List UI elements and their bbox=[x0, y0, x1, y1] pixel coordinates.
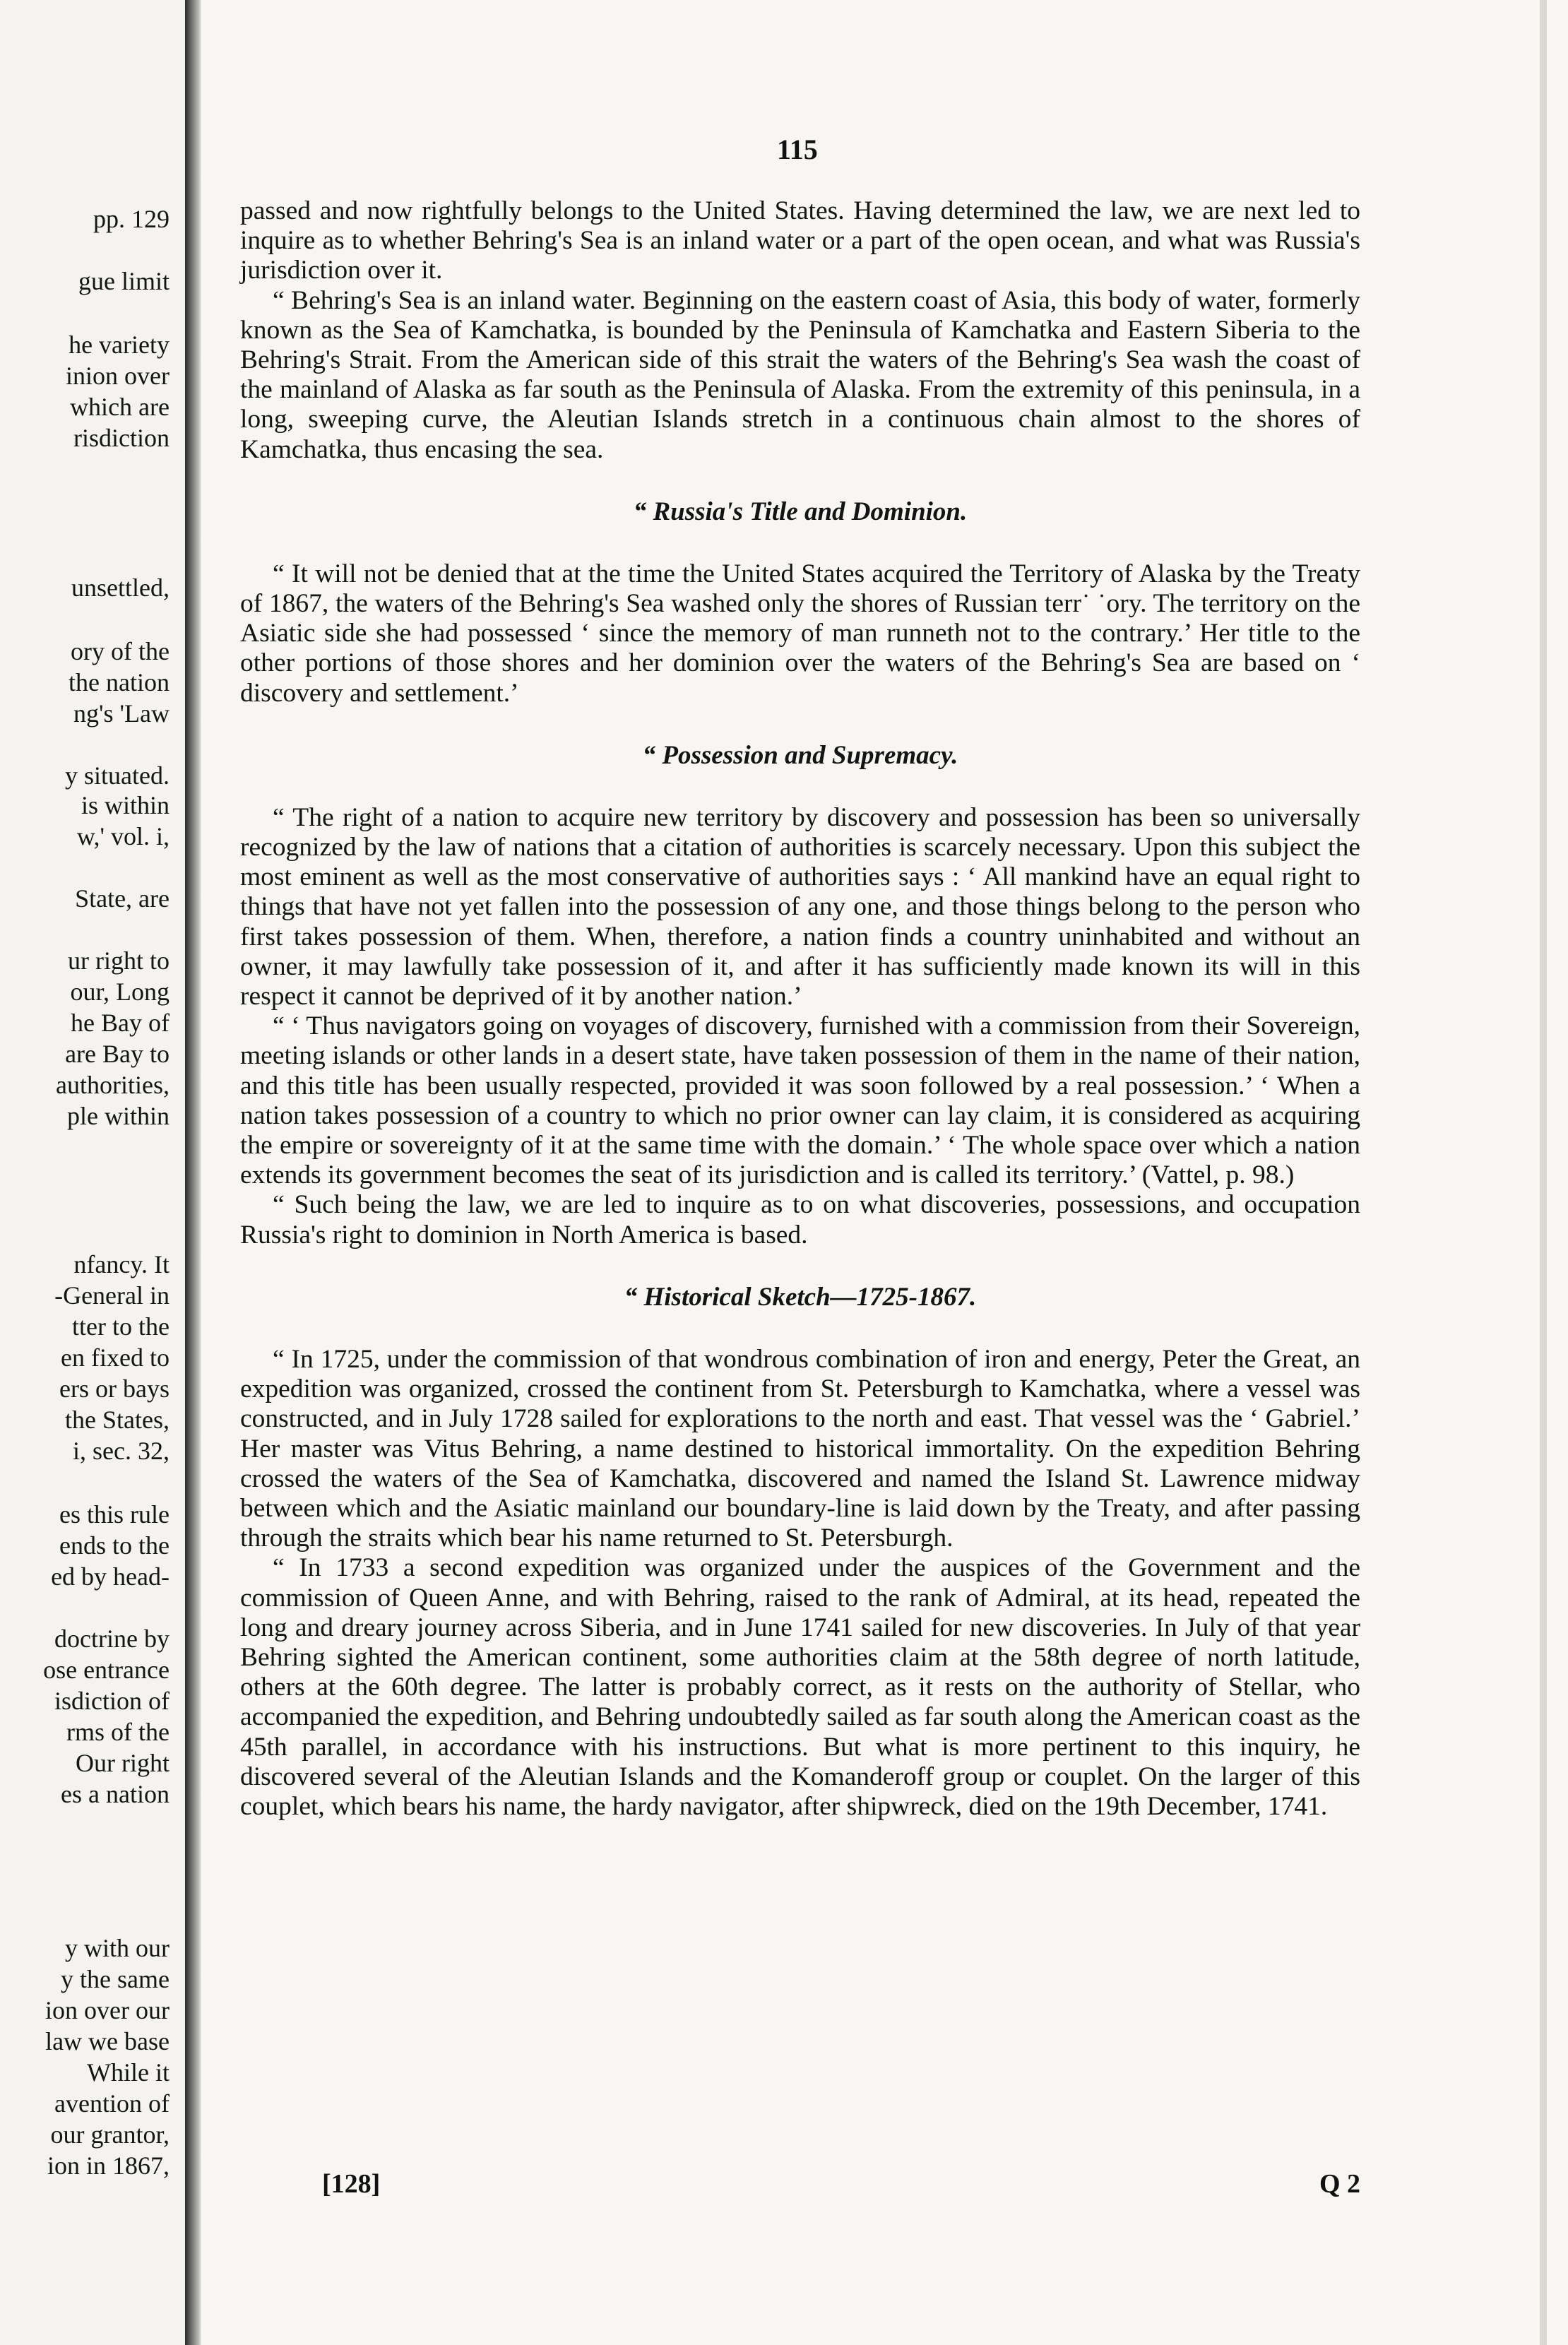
left-page-line: es a nation bbox=[61, 1780, 170, 1808]
left-page-line: ers or bays bbox=[59, 1375, 170, 1403]
left-page-line: ends to the bbox=[59, 1531, 170, 1560]
left-page-line: our, Long bbox=[70, 978, 170, 1006]
left-page-line: Our right bbox=[76, 1749, 170, 1777]
paragraph: “ Behring's Sea is an inland water. Beginning on the eastern coast of Asia, this body of water, formerly known as the Sea of Kamchatka, is bounded by the Peninsula of Kamchatka and Eastern Siberia to the Behring's Strait. From the American side of this strait the waters of the Behring's Sea wash the coast of the mainland of Alaska as far south as the Peninsula of Alaska. From the extremity of this peninsula, in a long, sweeping curve, the Aleutian Islands stretch in a continuous chain almost to the shores of Kamchatka, thus encasing the sea. bbox=[240, 285, 1360, 464]
left-page-line: doctrine by bbox=[54, 1625, 170, 1653]
left-page-line: ory of the bbox=[71, 637, 170, 665]
section-heading: “ Historical Sketch—1725-1867. bbox=[624, 1282, 977, 1312]
body-text bbox=[240, 196, 1360, 1822]
left-page-line: y with our bbox=[65, 1934, 170, 1962]
spacer bbox=[240, 708, 1360, 741]
left-page-line: While it bbox=[87, 2058, 170, 2086]
left-page-line: is within bbox=[81, 791, 170, 819]
left-page-line: the States, bbox=[65, 1406, 170, 1434]
paragraph: “ The right of a nation to acquire new territory by discovery and possession has been so universally recognized by the law of nations that a citation of authorities is scarcely necessary. Upon this subject the most eminent as well as the most conservative of authorities says : ‘ All mankind have an equal right to things that have not yet fallen into the possession of any one, and those things belong to the person who first takes possession of them. When, therefore, a nation finds a country uninhabited and without an owner, it may lawfully take possession of it, and after it has sufficiently made known its will in this respect it cannot be deprived of it by another nation.’ bbox=[240, 802, 1360, 1011]
left-page-line: ng's 'Law bbox=[73, 699, 170, 728]
left-page-line: inion over bbox=[66, 362, 170, 390]
left-page-line: en fixed to bbox=[61, 1343, 170, 1372]
left-page-line: which are bbox=[70, 393, 170, 421]
left-page-line: ur right to bbox=[68, 946, 170, 975]
left-page-line: authorities, bbox=[56, 1071, 170, 1099]
paragraph: “ In 1725, under the commission of that wondrous combination of iron and energy, Peter the Great, an expedition was organized, crossed the continent from St. Petersburgh to Kamchatka, where a vessel was constructed, and in July 1728 sailed for explorations to the north and east. That vessel was the ‘ Gabriel.’ Her master was Vitus Behring, a name destined to historical immortality. On the expedition Behring crossed the waters of the Sea of Kamchatka, discovered and named the Island St. Lawrence midway between which and the Asiatic mainland our boundary-line is laid down by the Treaty, and after passing through the straits which bear his name returned to St. Petersburgh. bbox=[240, 1344, 1360, 1553]
left-page-line: nfancy. It bbox=[73, 1250, 170, 1278]
footer-left-signature: [128] bbox=[322, 2169, 381, 2199]
left-page-line: the nation bbox=[69, 668, 170, 696]
left-page-line: es this rule bbox=[59, 1500, 170, 1528]
left-page-line: avention of bbox=[54, 2089, 170, 2118]
left-page-line: -General in bbox=[54, 1281, 170, 1310]
left-page-line: y the same bbox=[61, 1965, 170, 1993]
spacer bbox=[240, 771, 1360, 803]
paragraph: “ Such being the law, we are led to inquire as to on what discoveries, possessions, and occupation Russia's right to dominion in North America is based. bbox=[240, 1190, 1360, 1249]
page-edge bbox=[1540, 0, 1547, 2345]
left-page-line: ple within bbox=[67, 1102, 170, 1130]
left-page-line: ion in 1867, bbox=[47, 2151, 170, 2180]
footer-right-signature: Q 2 bbox=[1319, 2169, 1360, 2199]
left-page-line: State, are bbox=[75, 884, 170, 913]
spacer bbox=[240, 1250, 1360, 1283]
left-page-line: tter to the bbox=[72, 1312, 170, 1341]
left-page-line: are Bay to bbox=[65, 1040, 170, 1068]
paragraph: passed and now rightfully belongs to the United States. Having determined the law, we are next led to inquire as to whether Behring's Sea is an inland water or a part of the open ocean, and what was Russia's jurisdiction over it. bbox=[240, 196, 1360, 285]
left-page-line: y situated. bbox=[65, 761, 170, 790]
left-page-line: isdiction of bbox=[54, 1687, 170, 1715]
left-page-line: ose entrance bbox=[43, 1656, 170, 1684]
page-number: 115 bbox=[777, 133, 818, 165]
left-page-line: ed by head- bbox=[51, 1562, 170, 1591]
book-gutter bbox=[185, 0, 201, 2345]
section-heading: “ Possession and Supremacy. bbox=[642, 740, 958, 770]
left-page-line: pp. 129 bbox=[93, 205, 170, 233]
section-heading: “ Russia's Title and Dominion. bbox=[633, 497, 968, 526]
spacer bbox=[240, 1312, 1360, 1345]
left-page-line: ion over our bbox=[45, 1996, 170, 2024]
paragraph: “ ‘ Thus navigators going on voyages of discovery, furnished with a commission from their Sovereign, meeting islands or other lands in a desert state, have taken possession of them in the name of their nation, and this title has been usually respected, provided it was soon followed by a real possession.’ ‘ When a nation takes possession of a country to which no prior owner can lay claim, it is considered as acquiring the empire or sovereignty of it at the same time with the domain.’ ‘ The whole space over which a nation extends its government becomes the seat of its jurisdiction and is called its territory.’ (Vattel, p. 98.) bbox=[240, 1011, 1360, 1190]
paragraph: “ In 1733 a second expedition was organized under the auspices of the Government and the commission of Queen Anne, and with Behring, raised to the rank of Admiral, at its head, repeated the long and dreary journey across Siberia, and in June 1741 sailed for new discoveries. In July of that year Behring sighted the American continent, some authorities claim at the 58th degree of north latitude, others at the 60th degree. The latter is probably correct, as it rests on the authority of Stellar, who accompanied the expedition, and Behring undoubtedly sailed as far south along the American coast as the 45th parallel, in accordance with his instructions. But what is more pertinent to this inquiry, he discovered several of the Aleutian Islands and the Komanderoff group or couplet. On the larger of this couplet, which bears his name, the hardy navigator, after shipwreck, died on the 19th December, 1741. bbox=[240, 1553, 1360, 1821]
spacer bbox=[240, 527, 1360, 559]
left-page-line: our grantor, bbox=[50, 2120, 170, 2149]
left-page-fragment bbox=[0, 0, 185, 2345]
left-page-line: gue limit bbox=[78, 267, 170, 295]
spacer bbox=[240, 465, 1360, 497]
left-page-line: law we base bbox=[45, 2027, 170, 2055]
left-page-line: w,' vol. i, bbox=[76, 822, 170, 850]
left-page-line: rms of the bbox=[66, 1718, 170, 1746]
left-page-line: i, sec. 32, bbox=[73, 1437, 170, 1465]
paragraph: “ It will not be denied that at the time the United States acquired the Territory of Alaska by the Treaty of 1867, the waters of the Behring's Sea washed only the shores of Russian terr˙ ˙ory. The territory on the Asiatic side she had possessed ‘ since the memory of man runneth not to the contrary.’ Her title to the other portions of those shores and her dominion over the waters of the Behring's Sea are based on ‘ discovery and settlement.’ bbox=[240, 559, 1360, 708]
left-page-line: unsettled, bbox=[71, 574, 170, 602]
left-page-line: risdiction bbox=[73, 424, 170, 452]
left-page-line: he variety bbox=[69, 331, 170, 359]
left-page-line: he Bay of bbox=[71, 1009, 170, 1037]
